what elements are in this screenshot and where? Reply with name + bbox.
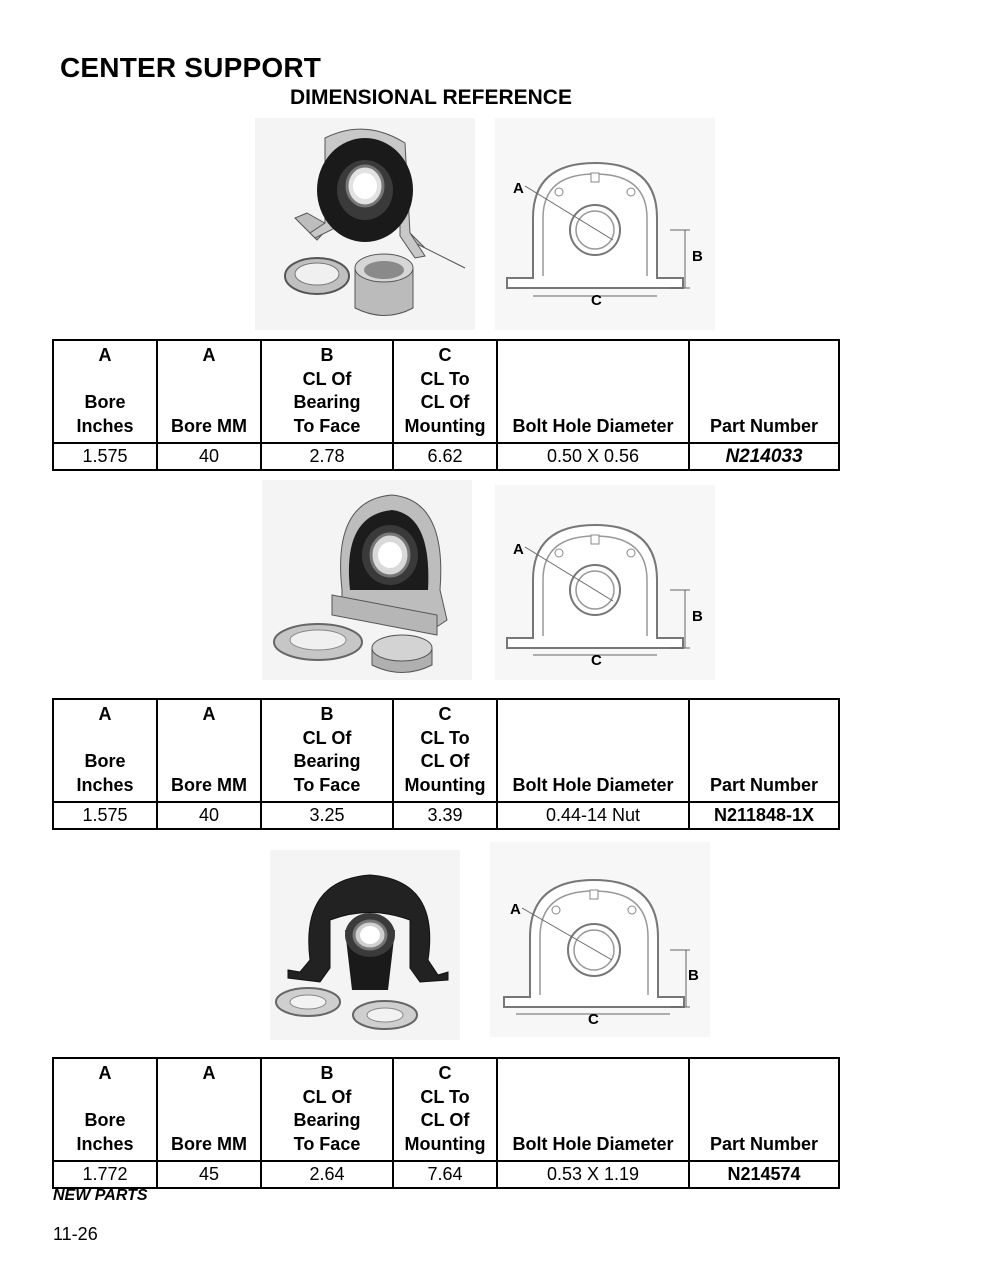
bore-mm-value: 40 <box>157 802 261 829</box>
header-bore-mm: A Bore MM <box>157 340 261 443</box>
product-1-photo <box>255 118 475 330</box>
part-number-value: N214033 <box>689 443 839 470</box>
bolt-hole-value: 0.44-14 Nut <box>497 802 689 829</box>
page-subtitle: DIMENSIONAL REFERENCE <box>290 86 572 109</box>
header-cl-bearing-face: B CL Of Bearing To Face <box>261 699 393 802</box>
new-parts-note: NEW PARTS <box>53 1187 148 1204</box>
table-row <box>53 802 839 829</box>
label-b: B <box>692 608 703 625</box>
header-part-number: Part Number <box>689 340 839 443</box>
bore-mm-value: 40 <box>157 443 261 470</box>
header-bore-inches: A Bore Inches <box>53 1058 157 1161</box>
bore-inches-value: 1.772 <box>53 1161 157 1188</box>
bore-inches-value: 1.575 <box>53 443 157 470</box>
label-c: C <box>591 652 602 669</box>
spec-table-2 <box>52 698 840 830</box>
label-b: B <box>688 967 699 984</box>
bolt-hole-value: 0.53 X 1.19 <box>497 1161 689 1188</box>
product-2-photo <box>262 480 472 680</box>
bore-mm-value: 45 <box>157 1161 261 1188</box>
label-c: C <box>591 292 602 309</box>
header-bore-inches: A Bore Inches <box>53 340 157 443</box>
product-1-figures <box>0 118 986 333</box>
product-2-figures <box>0 480 986 685</box>
table-row <box>53 443 839 470</box>
bore-inches-value: 1.575 <box>53 802 157 829</box>
header-bolt-hole: Bolt Hole Diameter <box>497 1058 689 1161</box>
product-3-diagram <box>490 842 710 1037</box>
bolt-hole-value: 0.50 X 0.56 <box>497 443 689 470</box>
product-2-diagram <box>495 485 715 680</box>
part-number-value: N211848-1X <box>689 802 839 829</box>
cl-mounting-value: 3.39 <box>393 802 497 829</box>
cl-bearing-face-value: 3.25 <box>261 802 393 829</box>
product-1-diagram <box>495 118 715 330</box>
page-number: 11-26 <box>53 1224 98 1244</box>
spec-table-1 <box>52 339 840 471</box>
header-bore-mm: A Bore MM <box>157 699 261 802</box>
cl-mounting-value: 7.64 <box>393 1161 497 1188</box>
header-cl-mounting: C CL To CL Of Mounting <box>393 340 497 443</box>
cl-bearing-face-value: 2.64 <box>261 1161 393 1188</box>
label-b: B <box>692 248 703 265</box>
product-3-figures <box>0 842 986 1042</box>
header-cl-bearing-face: B CL Of Bearing To Face <box>261 340 393 443</box>
header-cl-mounting: C CL To CL Of Mounting <box>393 699 497 802</box>
header-bore-inches: A Bore Inches <box>53 699 157 802</box>
table-row <box>53 1161 839 1188</box>
product-3-photo <box>270 850 460 1040</box>
header-bolt-hole: Bolt Hole Diameter <box>497 340 689 443</box>
cl-mounting-value: 6.62 <box>393 443 497 470</box>
header-cl-mounting: C CL To CL Of Mounting <box>393 1058 497 1161</box>
part-number-value: N214574 <box>689 1161 839 1188</box>
cl-bearing-face-value: 2.78 <box>261 443 393 470</box>
header-part-number: Part Number <box>689 1058 839 1161</box>
label-a: A <box>510 901 521 918</box>
header-cl-bearing-face: B CL Of Bearing To Face <box>261 1058 393 1161</box>
page-title: CENTER SUPPORT <box>60 52 322 83</box>
header-part-number: Part Number <box>689 699 839 802</box>
header-bore-mm: A Bore MM <box>157 1058 261 1161</box>
label-a: A <box>513 541 524 558</box>
spec-table-3 <box>52 1057 840 1189</box>
label-a: A <box>513 180 524 197</box>
label-c: C <box>588 1011 599 1028</box>
header-bolt-hole: Bolt Hole Diameter <box>497 699 689 802</box>
